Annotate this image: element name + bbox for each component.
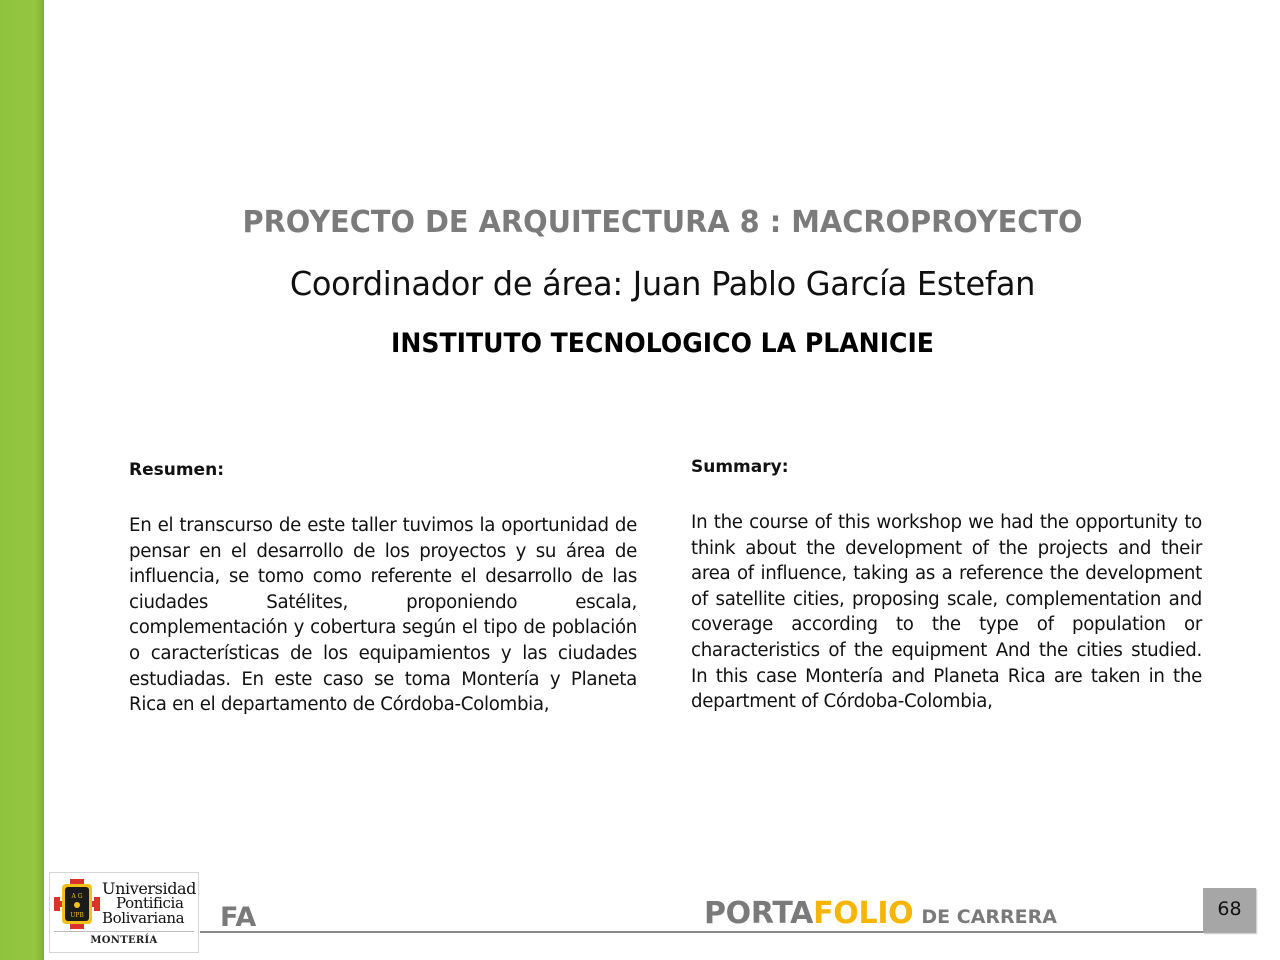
university-campus: MONTERÍA xyxy=(90,935,158,946)
svg-text:UPB: UPB xyxy=(70,912,84,919)
resumen-heading: Resumen: xyxy=(129,460,224,480)
footer-divider xyxy=(200,931,1205,933)
page-number: 68 xyxy=(1217,897,1242,920)
coordinator-line: Coordinador de área: Juan Pablo García Estefan xyxy=(289,264,1036,303)
page-title: PROYECTO DE ARQUITECTURA 8 : MACROPROYECTO xyxy=(242,205,1083,240)
university-name: Universidad Pontificia Bolivariana xyxy=(102,879,197,927)
brand-folio: FOLIO xyxy=(813,896,914,931)
brand-de-carrera: DE CARRERA xyxy=(921,906,1057,928)
brand-porta: PORTA xyxy=(704,896,814,931)
summary-body: In the course of this workshop we had the opportunity to think about the development of the projects and their area of influence, taking as a reference the development of satellite cities, proposing scale, complementation and coverage according to the type of population or characteristics of the equipment And the cities studied. In this case Montería and Planeta Rica are taken in the department of Córdoba-Colombia, xyxy=(691,512,1202,713)
institute-name: INSTITUTO TECNOLOGICO LA PLANICIE xyxy=(391,328,934,359)
faculty-label: FA xyxy=(220,902,257,933)
portfolio-brand xyxy=(704,896,1057,931)
resumen-body: En el transcurso de este taller tuvimos la oportunidad de pensar en el desarrollo de los proyectos y su área de influencia, se tomo como referente el desarrollo de las ciudades Satélites, proponiendo escala, complementación y cobertura según el tipo de población o características de los equipamientos y las ciudades estudiadas. En este caso se toma Montería y Planeta Rica en el departamento de Córdoba-Colombia, xyxy=(129,515,637,716)
logo-divider xyxy=(54,931,194,932)
svg-text:A G: A G xyxy=(71,893,83,900)
summary-section xyxy=(691,457,1202,715)
summary-heading: Summary: xyxy=(691,457,789,477)
university-crest-icon xyxy=(54,879,100,929)
side-accent-bar xyxy=(0,0,44,960)
page-number-badge xyxy=(1203,888,1256,933)
university-logo xyxy=(49,872,199,953)
resumen-section xyxy=(129,460,637,718)
